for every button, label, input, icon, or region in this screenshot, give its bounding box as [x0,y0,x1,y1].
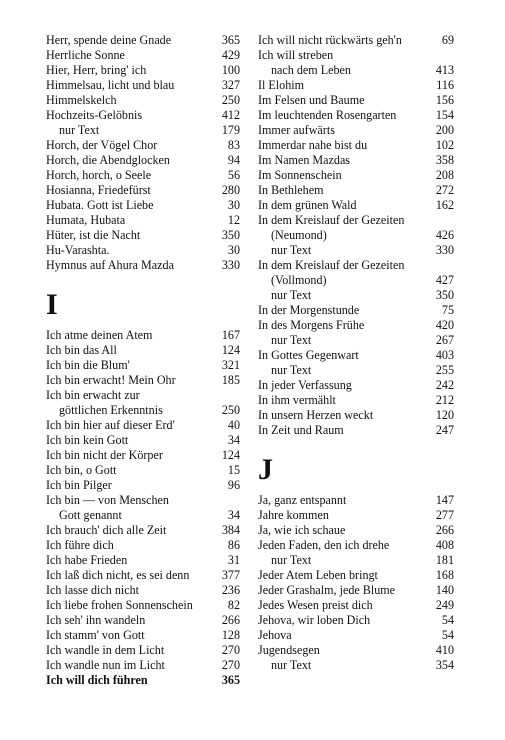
index-entry [258,393,454,408]
index-entry [46,108,240,123]
entry-title: Ich brauch' dich alle Zeit [46,523,167,537]
entry-page-number: 277 [435,508,454,522]
entry-page-number: 403 [435,348,454,362]
entry-page-number: 426 [435,228,454,242]
entry-title: In ihm vermählt [258,393,336,407]
entry-title: In der Morgenstunde [258,303,360,317]
entry-title: Immer aufwärts [258,123,335,137]
entry-title: Ich bin die Blum' [46,358,130,372]
index-entry [258,408,454,423]
index-entry [46,213,240,228]
entry-title: Ich bin hier auf dieser Erd' [46,418,175,432]
entry-page-number: 327 [221,78,240,92]
entry-page-number: 212 [435,393,454,407]
entry-page-number: 83 [227,138,240,152]
entry-page-number: 365 [221,673,240,687]
entry-title: In dem Kreislauf der Gezeiten [258,258,405,272]
entry-title: göttlichen Erkenntnis [59,403,163,417]
entry-title: Horch, horch, o Seele [46,168,152,182]
entry-title: (Vollmond) [271,273,327,287]
index-entry [46,538,240,553]
entry-page-number: 200 [435,123,454,137]
index-entry [46,358,240,373]
entry-page-number: 86 [227,538,240,552]
entry-page-number: 185 [221,373,240,387]
entry-title: Horch, die Abendglocken [46,153,170,167]
entry-title: Himmelsau, licht und blau [46,78,175,92]
entry-page-number: 96 [227,478,240,492]
entry-page-number: 181 [435,553,454,567]
entry-title: Ich laß dich nicht, es sei denn [46,568,190,582]
entry-title: In des Morgens Frühe [258,318,365,332]
entry-title: Im Sonnenschein [258,168,342,182]
entry-title: In dem grünen Wald [258,198,357,212]
index-entry [46,153,240,168]
index-entry [258,628,454,643]
entry-page-number: 270 [221,658,240,672]
entry-page-number: 140 [435,583,454,597]
entry-title: Il Elohim [258,78,305,92]
entry-page-number: 34 [227,433,240,447]
index-entry [46,258,240,273]
index-entry [258,198,454,213]
entry-title: In unsern Herzen weckt [258,408,374,422]
entry-title: In Bethlehem [258,183,324,197]
entry-page-number: 358 [435,153,454,167]
entry-page-number: 242 [435,378,454,392]
index-entry [258,363,454,378]
entry-title: Hymnus auf Ahura Mazda [46,258,174,272]
index-entry [258,348,454,363]
index-entry [258,108,454,123]
entry-page-number: 384 [221,523,240,537]
entry-title: Ich liebe frohen Sonnenschein [46,598,193,612]
index-entry [46,78,240,93]
entry-page-number: 272 [435,183,454,197]
index-entry [46,48,240,63]
entry-page-number: 120 [435,408,454,422]
index-entry [258,658,454,673]
index-entry [258,258,454,273]
index-entry [258,508,454,523]
entry-page-number: 236 [221,583,240,597]
index-entry [258,33,454,48]
index-entry [46,228,240,243]
entry-title: Ich atme deinen Atem [46,328,153,342]
entry-title: Herrliche Sonne [46,48,125,62]
entry-title: Ich will dich führen [46,673,148,687]
entry-title: Hosianna, Friedefürst [46,183,151,197]
entry-title: Ich bin Pilger [46,478,112,492]
entry-page-number: 427 [435,273,454,287]
entry-page-number: 116 [436,78,454,92]
index-entry [46,448,240,463]
index-entry [46,418,240,433]
entry-page-number: 250 [221,93,240,107]
entry-page-number: 12 [227,213,240,227]
section-letter: I [46,288,58,321]
entry-title: Himmelskelch [46,93,117,107]
entry-title: Ich wandle nun im Licht [46,658,165,672]
entry-title: In Gottes Gegenwart [258,348,359,362]
entry-title: Ich habe Frieden [46,553,128,567]
entry-title: Ja, wie ich schaue [258,523,346,537]
entry-page-number: 410 [435,643,454,657]
entry-title: Immerdar nahe bist du [258,138,368,152]
entry-page-number: 124 [221,448,240,462]
index-column-left [46,33,240,688]
entry-title: Hüter, ist die Nacht [46,228,141,242]
entry-page-number: 69 [441,33,454,47]
entry-page-number: 102 [435,138,454,152]
entry-page-number: 75 [441,303,454,317]
index-entry [258,523,454,538]
index-entry [258,78,454,93]
index-entry [258,493,454,508]
entry-page-number: 270 [221,643,240,657]
entry-title: Jeder Grashalm, jede Blume [258,583,396,597]
entry-title: Ich seh' ihn wandeln [46,613,146,627]
index-entry [46,613,240,628]
entry-title: Ich bin nicht der Körper [46,448,163,462]
entry-page-number: 408 [435,538,454,552]
index-entry [46,168,240,183]
index-entry [258,643,454,658]
entry-page-number: 179 [221,123,240,137]
section-letter: J [258,453,273,486]
entry-title: nur Text [271,288,312,302]
entry-title: Ich will streben [258,48,334,62]
index-entry [258,168,454,183]
entry-title: Ich bin — von Menschen [46,493,169,507]
index-entry [46,598,240,613]
entry-page-number: 377 [221,568,240,582]
index-entry [258,123,454,138]
index-entry [258,568,454,583]
index-entry [258,583,454,598]
entry-title: Hubata. Gott ist Liebe [46,198,154,212]
index-entry [258,613,454,628]
entry-title: Ich wandle in dem Licht [46,643,165,657]
index-entry [46,508,240,523]
entry-title: Hochzeits-Gelöbnis [46,108,143,122]
entry-page-number: 162 [435,198,454,212]
entry-page-number: 280 [221,183,240,197]
entry-title: Jeden Faden, den ich drehe [258,538,390,552]
index-entry [46,658,240,673]
entry-page-number: 354 [435,658,454,672]
entry-title: Ich bin kein Gott [46,433,129,447]
entry-title: Ich will nicht rückwärts geh'n [258,33,402,47]
entry-page-number: 168 [435,568,454,582]
entry-page-number: 429 [221,48,240,62]
index-entry [46,493,240,508]
entry-title: Ich bin das All [46,343,117,357]
index-entry [258,303,454,318]
entry-title: Horch, der Vögel Chor [46,138,158,152]
index-entry [46,243,240,258]
entry-title: (Neumond) [271,228,327,242]
entry-title: In dem Kreislauf der Gezeiten [258,213,405,227]
index-entry [46,433,240,448]
entry-page-number: 267 [435,333,454,347]
entry-title: Humata, Hubata [46,213,126,227]
entry-title: Ich bin, o Gott [46,463,117,477]
index-entry [46,343,240,358]
index-entry [46,373,240,388]
index-entry [258,93,454,108]
index-entry [258,273,454,288]
entry-title: Jeder Atem Leben bringt [258,568,378,582]
entry-page-number: 100 [221,63,240,77]
entry-title: nur Text [271,363,312,377]
entry-page-number: 365 [221,33,240,47]
index-entry [258,183,454,198]
entry-page-number: 266 [435,523,454,537]
entry-page-number: 128 [221,628,240,642]
entry-page-number: 247 [435,423,454,437]
index-entry [46,478,240,493]
index-entry [46,198,240,213]
index-entry [258,538,454,553]
entry-page-number: 266 [221,613,240,627]
index-entry [46,403,240,418]
index-entry [46,138,240,153]
entry-page-number: 250 [221,403,240,417]
index-entry [258,553,454,568]
entry-page-number: 82 [227,598,240,612]
entry-title: In Zeit und Raum [258,423,344,437]
index-entry [46,553,240,568]
index-entry [258,333,454,348]
entry-title: nur Text [59,123,100,137]
index-entry [46,583,240,598]
entry-title: Gott genannt [59,508,122,522]
index-entry [258,598,454,613]
entry-page-number: 40 [227,418,240,432]
index-entry [46,183,240,198]
entry-title: Jugendsegen [258,643,320,657]
entry-page-number: 56 [227,168,240,182]
entry-page-number: 249 [435,598,454,612]
entry-page-number: 34 [227,508,240,522]
entry-page-number: 124 [221,343,240,357]
index-entry [46,33,240,48]
index-entry [258,243,454,258]
entry-page-number: 350 [435,288,454,302]
entry-page-number: 208 [435,168,454,182]
entry-title: nur Text [271,658,312,672]
entry-title: nur Text [271,243,312,257]
entry-page-number: 30 [227,198,240,212]
entry-title: Jahre kommen [258,508,329,522]
entry-title: Herr, spende deine Gnade [46,33,172,47]
entry-page-number: 15 [227,463,240,477]
entry-page-number: 30 [227,243,240,257]
entry-title: Ich lasse dich nicht [46,583,140,597]
index-entry [46,123,240,138]
entry-title: Im leuchtenden Rosengarten [258,108,397,122]
entry-page-number: 94 [227,153,240,167]
entry-page-number: 147 [435,493,454,507]
index-entry [46,628,240,643]
index-entry [258,48,454,63]
entry-title: Ja, ganz entspannt [258,493,347,507]
index-entry [258,378,454,393]
entry-title: nur Text [271,553,312,567]
entry-title: Ich bin erwacht! Mein Ohr [46,373,176,387]
index-entry [258,63,454,78]
index-entry [258,153,454,168]
entry-page-number: 330 [435,243,454,257]
entry-page-number: 156 [435,93,454,107]
entry-title: Ich bin erwacht zur [46,388,140,402]
entry-title: Jehova [258,628,292,642]
index-entry [46,568,240,583]
index-entry [46,673,240,688]
index-entry [46,523,240,538]
entry-title: nur Text [271,333,312,347]
entry-page-number: 420 [435,318,454,332]
entry-title: Im Namen Mazdas [258,153,351,167]
index-entry [46,643,240,658]
entry-page-number: 31 [227,553,240,567]
entry-page-number: 255 [435,363,454,377]
entry-title: Im Felsen und Baume [258,93,365,107]
index-column-right [258,33,454,673]
entry-page-number: 412 [221,108,240,122]
index-entry [258,228,454,243]
entry-page-number: 413 [435,63,454,77]
index-entry [258,138,454,153]
entry-title: In jeder Verfassung [258,378,352,392]
index-entry [46,328,240,343]
entry-page-number: 330 [221,258,240,272]
entry-title: Jedes Wesen preist dich [258,598,373,612]
entry-title: nach dem Leben [271,63,351,77]
entry-title: Ich führe dich [46,538,114,552]
entry-page-number: 54 [441,628,454,642]
index-entry [258,288,454,303]
entry-title: Hier, Herr, bring' ich [46,63,147,77]
entry-page-number: 54 [441,613,454,627]
index-entry [258,423,454,438]
entry-page-number: 350 [221,228,240,242]
entry-page-number: 167 [221,328,240,342]
index-entry [258,318,454,333]
entry-page-number: 321 [221,358,240,372]
entry-page-number: 154 [435,108,454,122]
index-entry [46,93,240,108]
index-entry [46,63,240,78]
entry-title: Jehova, wir loben Dich [258,613,371,627]
index-entry [258,213,454,228]
index-entry [46,388,240,403]
entry-title: Hu-Varashta. [46,243,110,257]
entry-title: Ich stamm' von Gott [46,628,145,642]
index-entry [46,463,240,478]
